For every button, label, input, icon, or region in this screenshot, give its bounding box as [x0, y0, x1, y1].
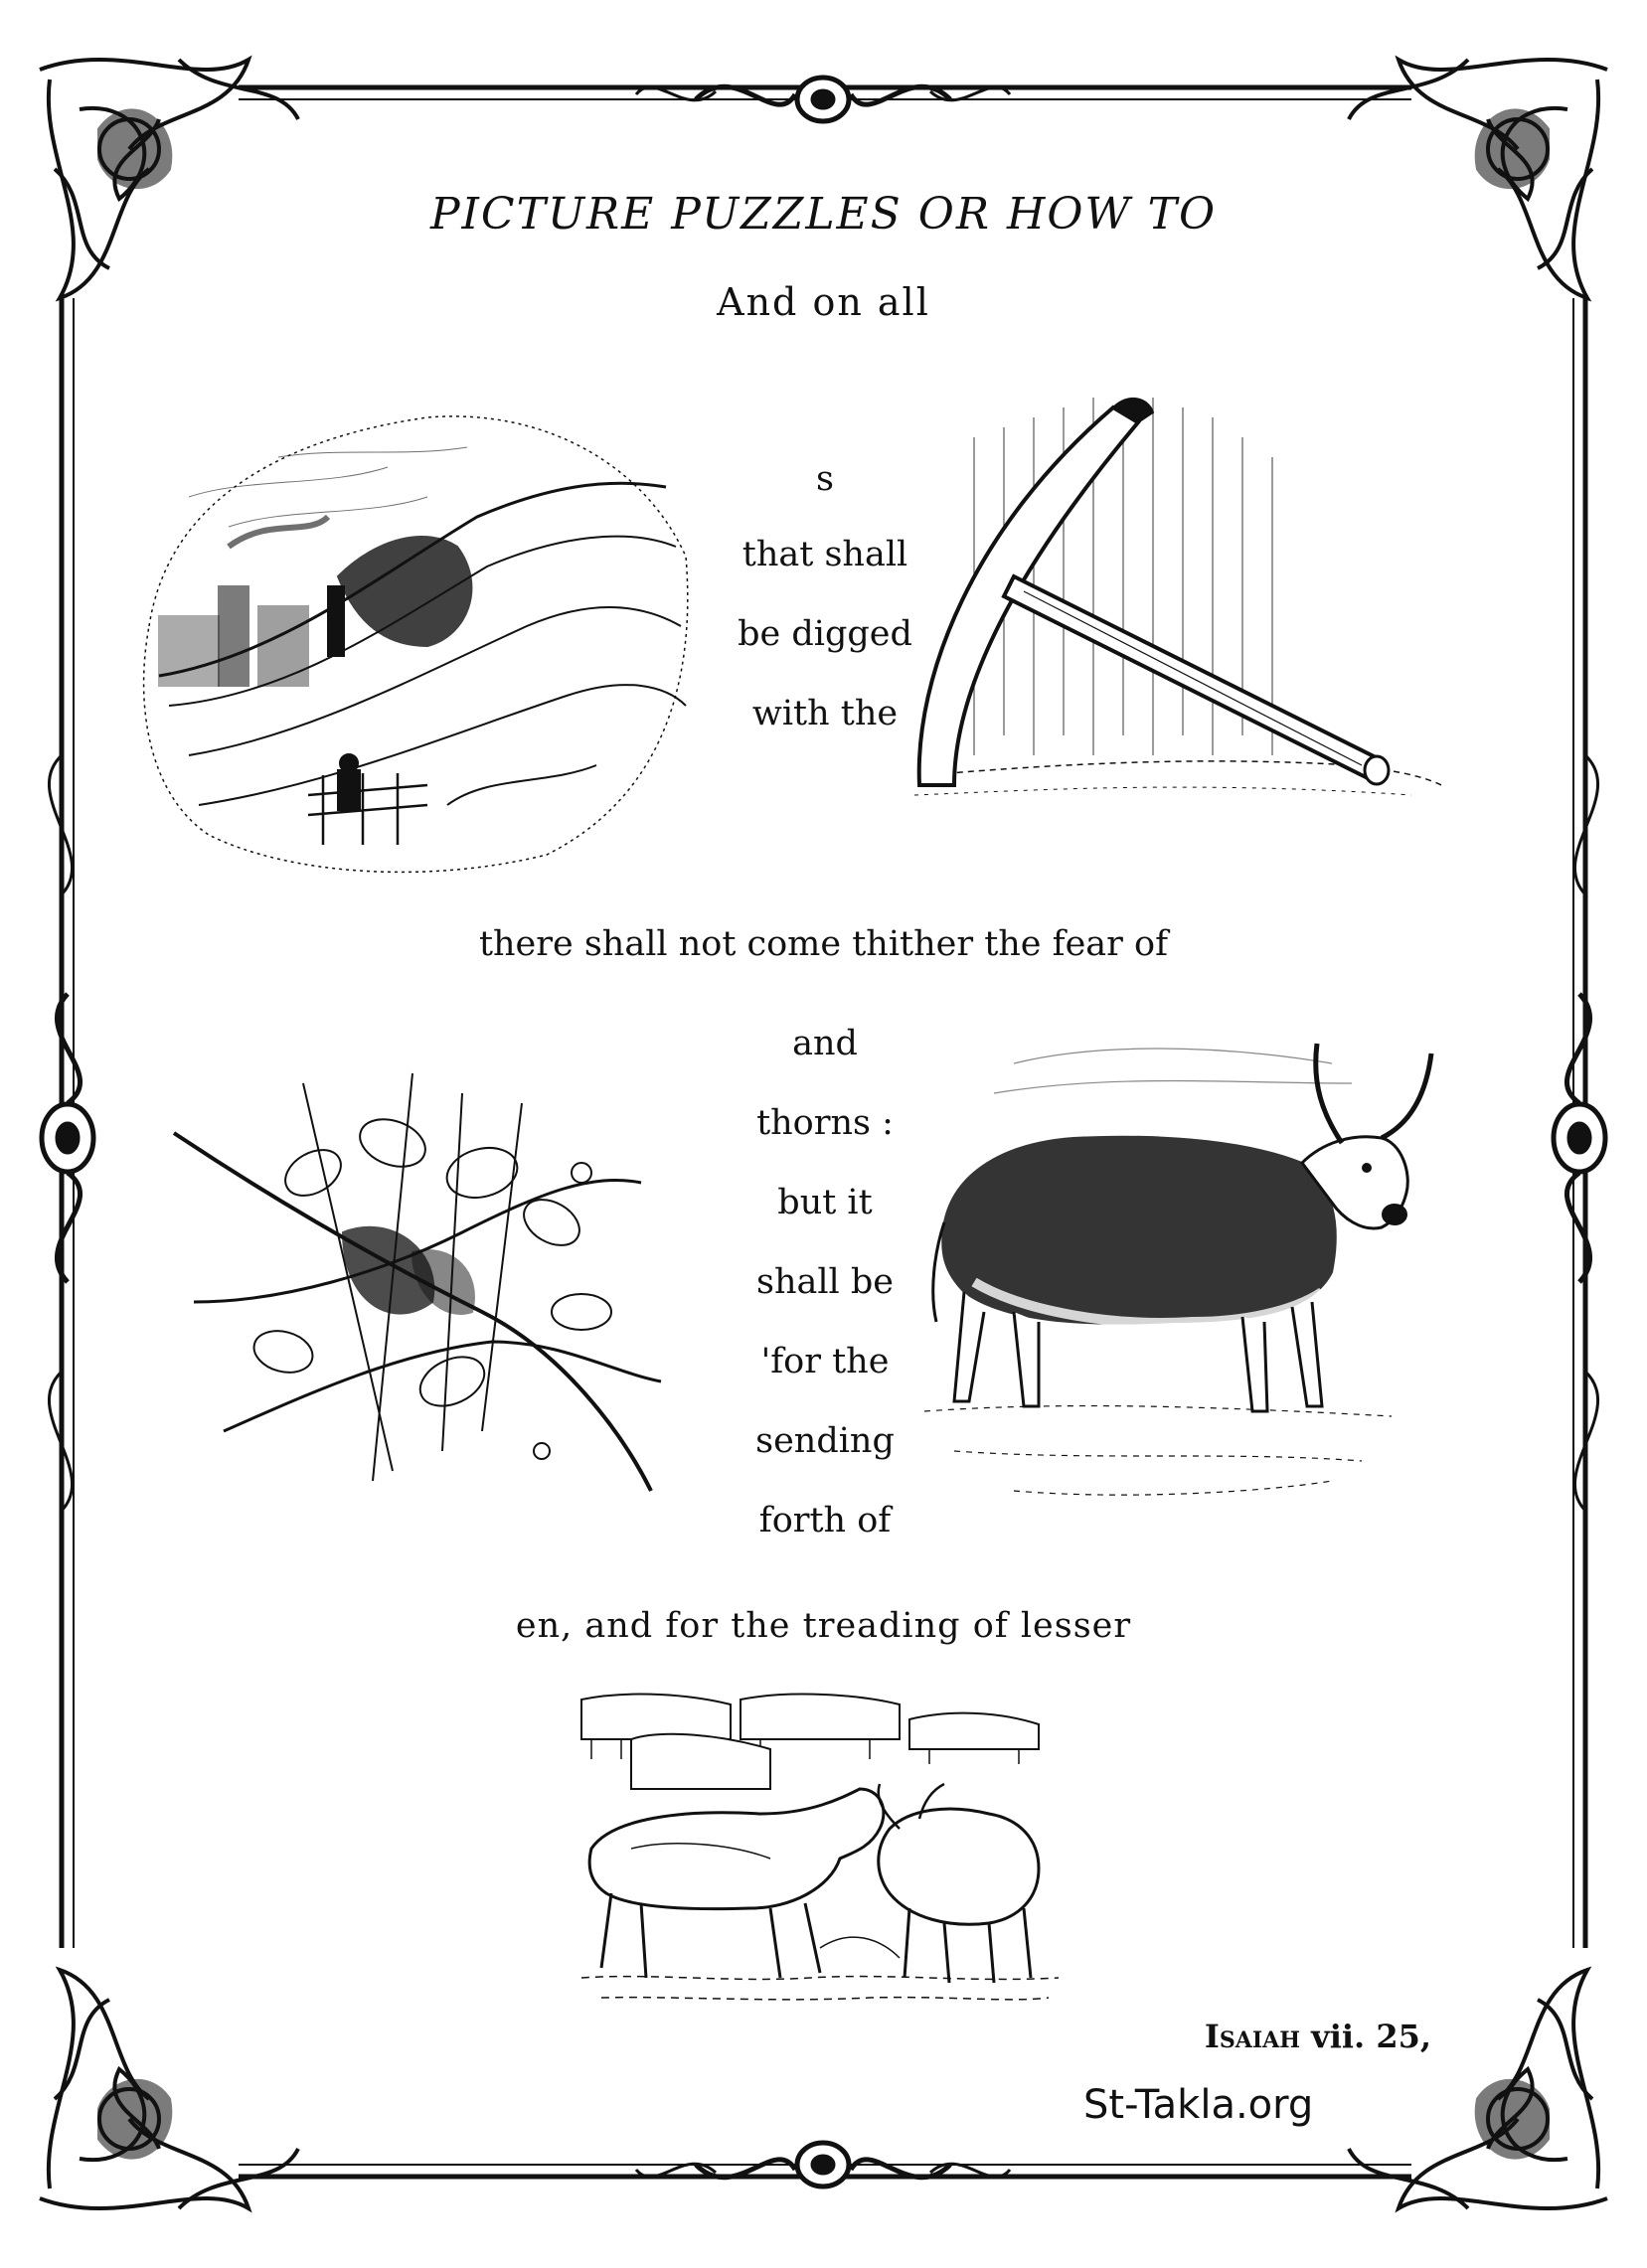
text-be-digged: be digged: [738, 614, 912, 654]
cattle-illustration: [572, 1680, 1069, 2018]
text-that-shall: that shall: [741, 535, 908, 574]
citation-book: Isaiah: [1204, 2018, 1300, 2055]
watermark: St-Takla.org: [1083, 2082, 1314, 2128]
text-and: and: [792, 1024, 858, 1063]
hills-illustration: [129, 378, 696, 885]
text-thorns: thorns :: [756, 1103, 894, 1143]
text-treading: en, and for the treading of lesser: [515, 1606, 1132, 1646]
citation: [1173, 2018, 1431, 2055]
text-forth-of: forth of: [758, 1501, 892, 1540]
text-with-the: with the: [751, 694, 899, 733]
text-there-shall: there shall not come thither the fear of: [478, 924, 1169, 964]
citation-ref: vii. 25,: [1311, 2018, 1431, 2055]
text-sending: sending: [755, 1421, 895, 1461]
text-and-on-all: And on all: [717, 280, 930, 324]
page-title: PICTURE PUZZLES OR HOW TO: [429, 189, 1218, 240]
text-for-the: 'for the: [760, 1342, 890, 1381]
mattock-illustration: [895, 378, 1451, 865]
text-but-it: but it: [777, 1183, 873, 1222]
briers-illustration: [164, 1053, 671, 1521]
text-shall-be: shall be: [755, 1262, 894, 1302]
text-s: s: [816, 459, 834, 499]
ox-illustration: [914, 1024, 1471, 1521]
